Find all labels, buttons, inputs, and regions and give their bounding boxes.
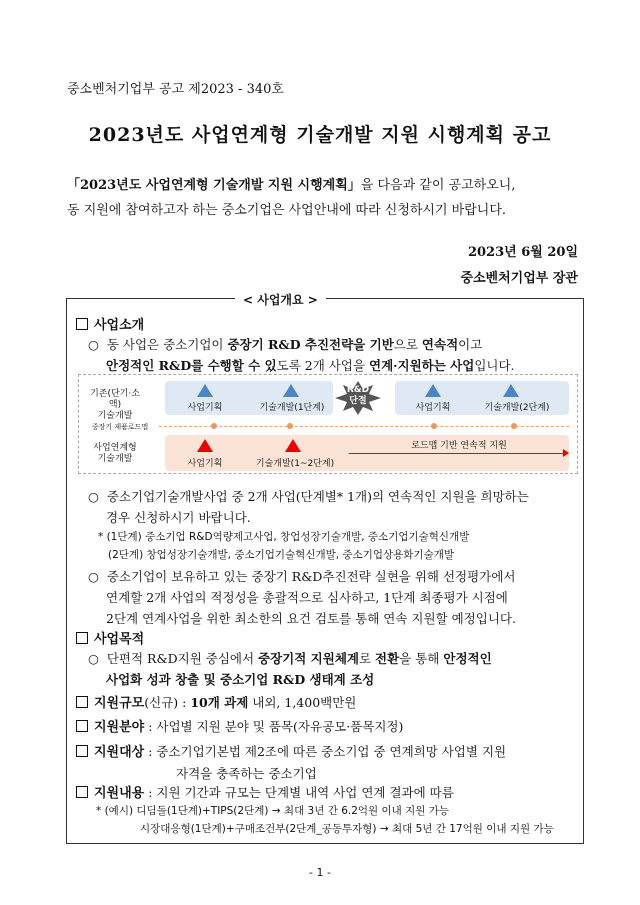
section-target: 지원대상 : 중소기업기본법 제2조에 따른 중소기업 중 연계희망 사업별 지원 자격을 충족하는 중소기업 <box>76 741 582 784</box>
stage-note: * (1단계) 중소기업 R&D역량제고사업, 창업성장기술개발, 중소기업기술혁신개발 (2단계) 창업성장기술개발, 중소기업기술혁신개발, 중소기업상용화기술개발 <box>98 531 470 561</box>
milestone-red-triangle-icon <box>197 439 213 452</box>
support-examples: * (예시) 디딤돌(1단계)+TIPS(2단계) → 최대 3년 간 6.2억원 이내 지원 가능 시장대응형(1단계)+구매조건부(2단계_공동투자형) → 최대 5년 간 17억원 이내 지원 가능 <box>96 805 554 835</box>
section-intro-para2: ○ 중소기업기술개발사업 중 2개 사업(단계별* 1개)의 연속적인 지원을 희망하는 경우 신청하시기 바랍니다. <box>88 489 529 525</box>
section-content: 지원내용 : 지원 기간과 규모는 단계별 내역 사업 연계 결과에 따름 <box>76 782 582 804</box>
roadmap-label: 중장기 제품로드맵 <box>91 423 149 431</box>
section-scale: 지원규모(신규) : 10개 과제 내외, 1,400백만원 <box>76 692 356 714</box>
section-intro-paragraph: ○ 동 사업은 중소기업이 중장기 R&D 추진전략을 기반으로 연속적이고 안정적인 R&D를 수행할 수 있도록 2개 사업을 연계·지원하는 사업입니다. <box>88 337 515 373</box>
milestone-triangle-icon <box>283 384 299 397</box>
row1-step-b: 기술개발(1단계) <box>259 403 325 413</box>
arrow-right-icon <box>563 449 569 457</box>
intro-paragraph <box>67 173 587 223</box>
section-intro-heading: 사업소개 <box>76 314 144 333</box>
notice-number: 중소벤처기업부 공고 제2023 - 340호 <box>67 82 284 97</box>
page-number: - 1 - <box>309 866 331 879</box>
overview-heading: < 사업개요 > <box>235 291 326 308</box>
date-block <box>460 240 578 292</box>
diagram-row1-label: 기존(단기·소액) 기술개발 <box>90 389 140 421</box>
checkbox-square-icon <box>76 786 88 798</box>
checkbox-square-icon <box>76 318 88 330</box>
document-title: 2023년도 사업연계형 기술개발 지원 시행계획 공고 <box>88 124 552 146</box>
issuer: 중소벤처기업부 장관 <box>460 271 578 286</box>
roadmap-dot <box>287 423 293 429</box>
roadmap-dot <box>511 423 517 429</box>
row1-step-d: 기술개발(2단계) <box>484 403 550 413</box>
announcement-date: 2023년 6월 20일 <box>467 245 578 260</box>
roadmap-dot <box>431 423 437 429</box>
section-purpose-paragraph: ○ 단편적 R&D지원 중심에서 중장기적 지원체계로 전환을 통해 안정적인 사업화 성과 창출 및 중소기업 R&D 생태계 조성 <box>88 651 492 687</box>
row2-step-a: 사업기획 <box>187 459 223 469</box>
roadmap-dot <box>211 423 217 429</box>
row2-step-b: 기술개발(1~2단계) <box>255 459 335 469</box>
section-field: 지원분야 : 사업별 지원 분야 및 품목(자유공모·품목지정) <box>76 716 403 738</box>
milestone-red-triangle-icon <box>285 439 301 452</box>
milestone-triangle-icon <box>503 384 519 397</box>
intro-line1-rest: 을 다음과 같이 공고하오니, <box>360 178 516 193</box>
milestone-triangle-icon <box>425 384 441 397</box>
intro-quoted-title: 「2023년도 사업연계형 기술개발 지원 시행계획」 <box>67 178 361 193</box>
intro-line2: 동 지원에 참여하고자 하는 중소기업은 사업안내에 따라 신청하시기 바랍니다. <box>67 203 507 218</box>
section-intro-para3: ○ 중소기업이 보유하고 있는 중장기 R&D추진전략 실현을 위해 선정평가에서 연계할 2개 사업의 적정성을 총괄적으로 심사하고, 1단계 최종평가 시점에 2단계 연계사업을 위한 최소한의 요건 검토를 통해 연속 지원할 예정입니다. <box>88 569 516 626</box>
checkbox-square-icon <box>76 696 88 708</box>
checkbox-square-icon <box>76 745 88 757</box>
row1-step-c: 사업기획 <box>415 403 451 413</box>
roadmap-line <box>159 426 569 427</box>
row1-step-a: 사업기획 <box>187 403 223 413</box>
section-purpose-heading: 사업목적 <box>76 628 144 647</box>
milestone-triangle-icon <box>197 384 213 397</box>
checkbox-square-icon <box>76 720 88 732</box>
row2-arrow-line <box>349 453 565 454</box>
diagram-row2-label: 사업연계형 기술개발 <box>93 443 137 464</box>
comparison-diagram <box>78 374 578 474</box>
row2-step-c: 로드맵 기반 연속적 지원 <box>411 441 507 451</box>
rd-gap-label: R&D 단절 <box>346 385 370 406</box>
checkbox-square-icon <box>76 632 88 644</box>
